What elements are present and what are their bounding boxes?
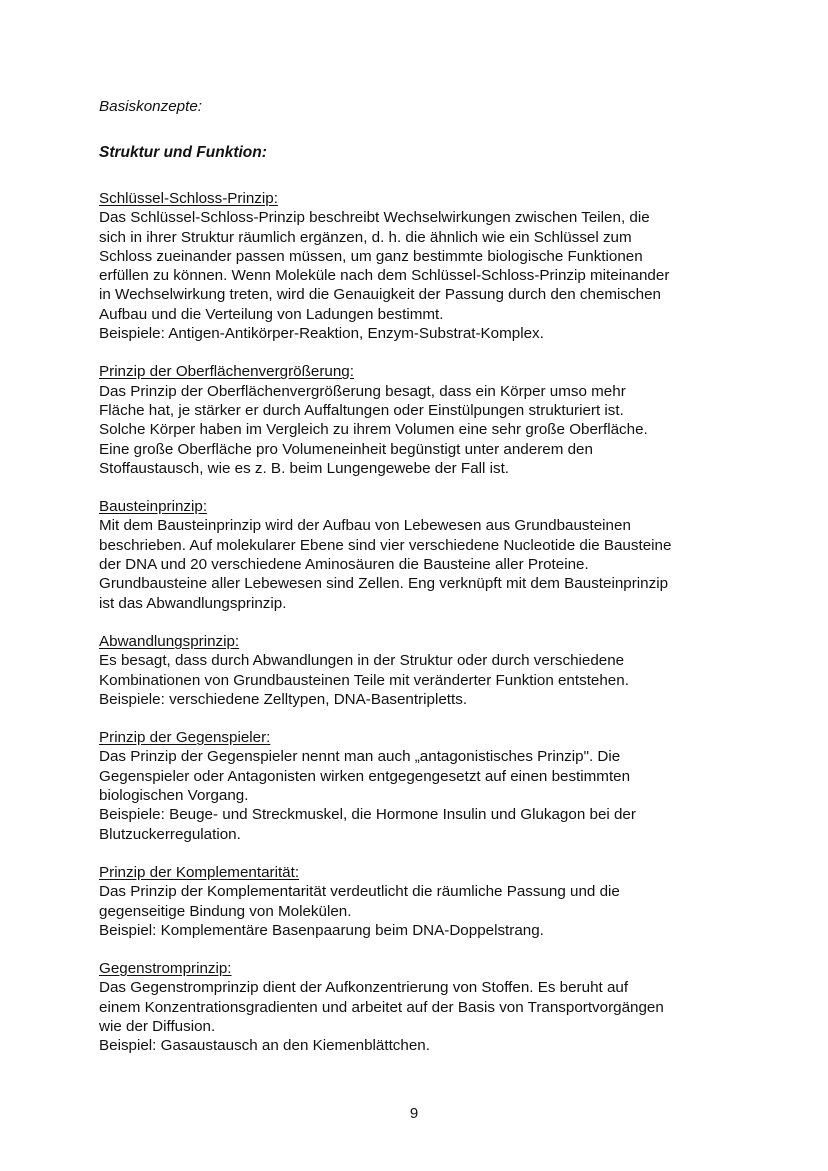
page-number: 9 — [409, 1105, 419, 1122]
text-line: der DNA und 20 verschiedene Aminosäuren die Bausteine aller Proteine. — [99, 556, 589, 574]
section-title: Prinzip der Gegenspieler: — [99, 729, 271, 747]
text-line: Kombinationen von Grundbausteinen Teile mit veränderter Funktion entstehen. — [99, 671, 629, 689]
text-line: Beispiele: Beuge- und Streckmuskel, die Hormone Insulin und Glukagon bei der — [99, 806, 636, 824]
text-line: beschrieben. Auf molekularer Ebene sind vier verschiedene Nucleotide die Bausteine — [99, 536, 672, 554]
text-line: in Wechselwirkung treten, wird die Genauigkeit der Passung durch den chemischen — [99, 286, 661, 304]
document-page — [99, 97, 739, 1075]
text-line: ist das Abwandlungsprinzip. — [99, 594, 287, 612]
text-line: Das Prinzip der Gegenspieler nennt man auch „antagonistisches Prinzip". Die — [99, 748, 621, 766]
section-title: Prinzip der Oberflächenvergrößerung: — [99, 363, 354, 381]
section-title: Schlüssel-Schloss-Prinzip: — [99, 190, 278, 207]
text-line: Es besagt, dass durch Abwandlungen in der Struktur oder durch verschiedene — [99, 652, 625, 670]
text-line: Beispiele: Antigen-Antikörper-Reaktion, Enzym-Substrat-Komplex. — [99, 325, 544, 343]
text-line: Das Prinzip der Komplementarität verdeutlicht die räumliche Passung und die — [99, 883, 620, 901]
section-komplementaritaet — [99, 863, 739, 940]
text-line: einem Konzentrationsgradienten und arbeitet auf der Basis von Transportvorgängen — [99, 998, 664, 1016]
text-line: Stoffaustausch, wie es z. B. beim Lungengewebe der Fall ist. — [99, 459, 510, 477]
text-line: Blutzuckerregulation. — [99, 825, 241, 843]
text-line: sich in ihrer Struktur räumlich ergänzen, d. h. die ähnlich wie ein Schlüssel zum — [99, 228, 632, 246]
section-title: Prinzip der Komplementarität: — [99, 863, 300, 881]
text-line: Grundbausteine aller Lebewesen sind Zellen. Eng verknüpft mit dem Bausteinprinzip — [99, 575, 669, 593]
text-line: Gegenspieler oder Antagonisten wirken entgegengesetzt auf einen bestimmten — [99, 767, 631, 785]
text-line: erfüllen zu können. Wenn Moleküle nach dem Schlüssel-Schloss-Prinzip miteinander — [99, 267, 670, 285]
text-line: Eine große Oberfläche pro Volumeneinheit begünstigt unter anderem den — [99, 440, 593, 458]
text-line: Das Schlüssel-Schloss-Prinzip beschreibt Wechselwirkungen zwischen Teilen, die — [99, 209, 650, 227]
text-line: Aufbau und die Verteilung von Ladungen bestimmt. — [99, 305, 444, 323]
text-line: Das Gegenstromprinzip dient der Aufkonzentrierung von Stoffen. Es beruht auf — [99, 979, 629, 997]
text-line: gegenseitige Bindung von Molekülen. — [99, 902, 352, 920]
section-abwandlungsprinzip — [99, 632, 739, 709]
basiskonzepte-label: Basiskonzepte: — [99, 98, 202, 115]
text-line: Mit dem Bausteinprinzip wird der Aufbau von Lebewesen aus Grundbausteinen — [99, 517, 631, 535]
section-bausteinprinzip — [99, 497, 739, 613]
text-line: Solche Körper haben im Vergleich zu ihrem Volumen eine sehr große Oberfläche. — [99, 421, 648, 439]
text-line: Fläche hat, je stärker er durch Auffaltungen oder Einstülpungen strukturiert ist. — [99, 401, 624, 419]
section-gegenspieler — [99, 728, 739, 844]
text-line: wie der Diffusion. — [99, 1017, 216, 1035]
section-schluessel-schloss — [99, 189, 739, 343]
text-line: Schloss zueinander passen müssen, um ganz bestimmte biologische Funktionen — [99, 247, 643, 265]
section-heading: Struktur und Funktion: — [99, 144, 267, 161]
section-title: Gegenstromprinzip: — [99, 960, 232, 978]
text-line: Beispiele: verschiedene Zelltypen, DNA-Basentripletts. — [99, 690, 468, 708]
text-line: biologischen Vorgang. — [99, 787, 249, 805]
section-title: Bausteinprinzip: — [99, 498, 208, 516]
text-line: Beispiel: Gasaustausch an den Kiemenblättchen. — [99, 1037, 430, 1055]
section-gegenstromprinzip — [99, 959, 739, 1055]
section-title: Abwandlungsprinzip: — [99, 632, 240, 650]
section-oberflaechenvergroesserung — [99, 362, 739, 478]
text-line: Beispiel: Komplementäre Basenpaarung beim DNA-Doppelstrang. — [99, 921, 544, 939]
text-line: Das Prinzip der Oberflächenvergrößerung besagt, dass ein Körper umso mehr — [99, 382, 626, 400]
